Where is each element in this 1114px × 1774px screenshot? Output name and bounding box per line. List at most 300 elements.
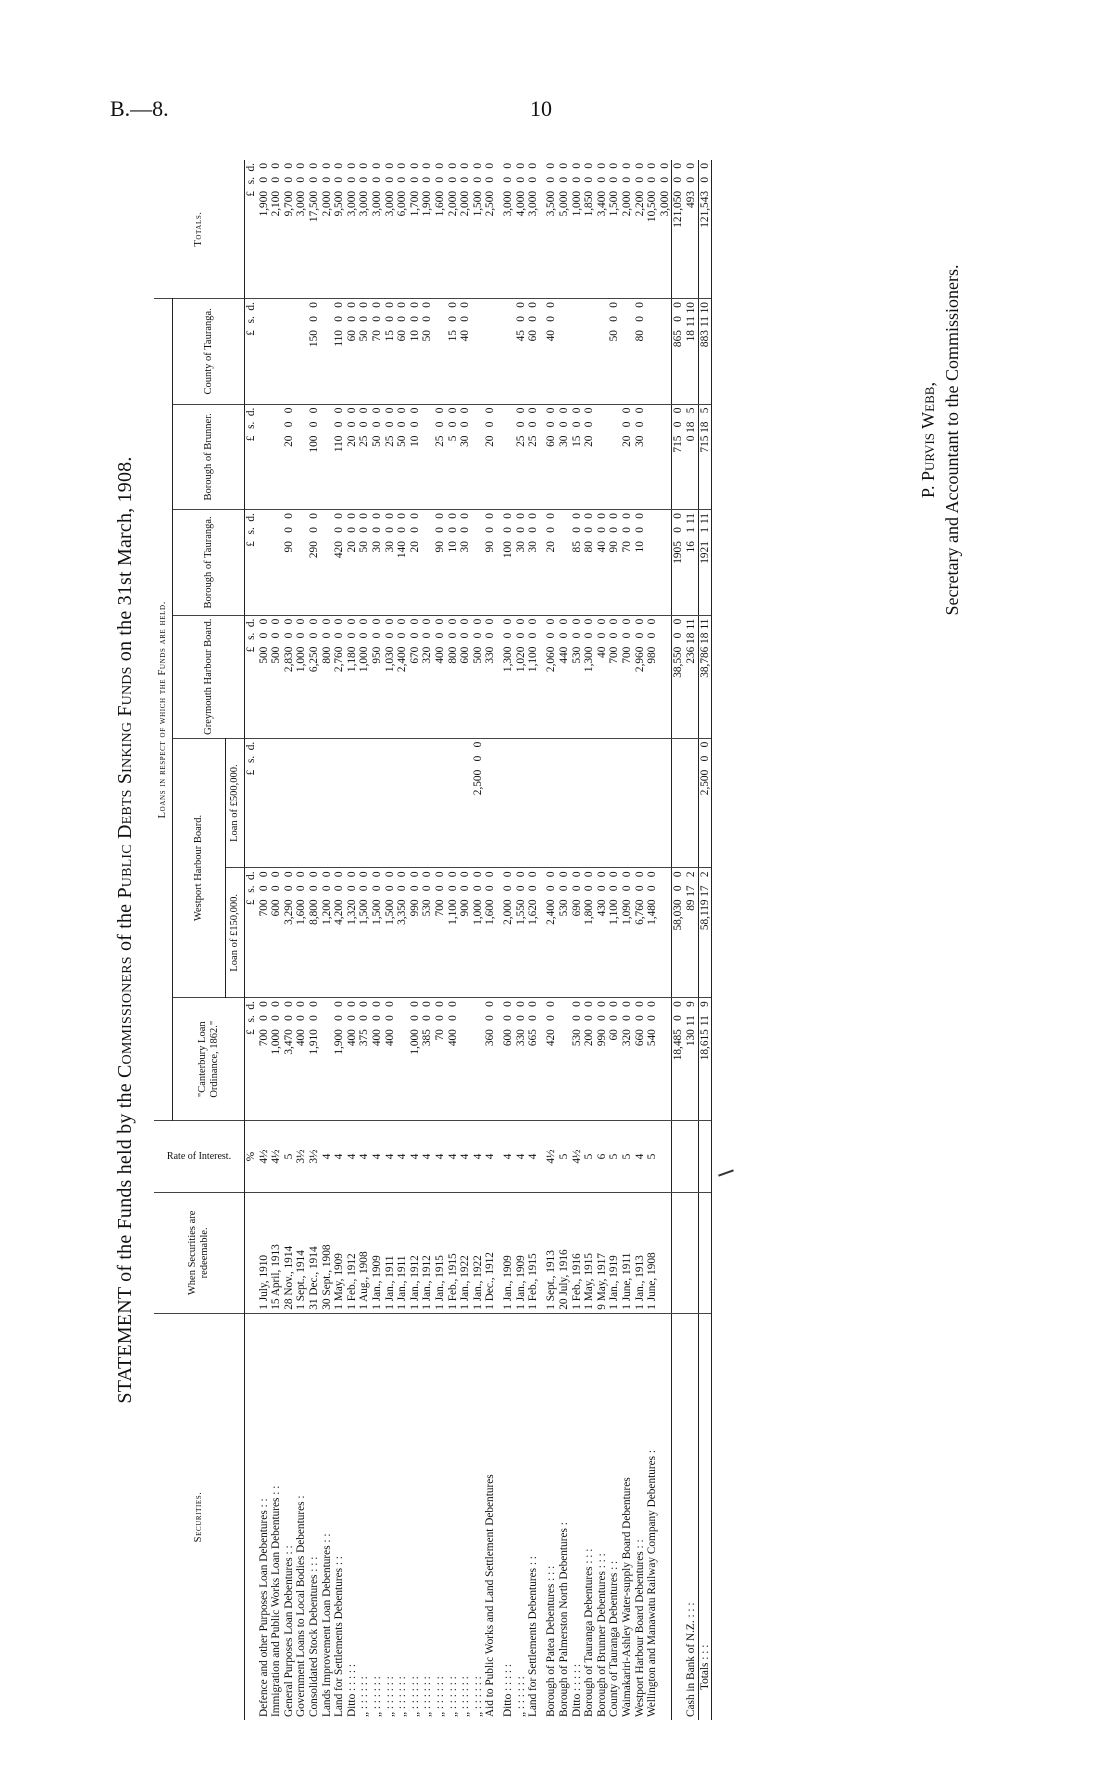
cell-tot: 2,10000 xyxy=(270,160,283,299)
cell-brun: 2500 xyxy=(358,404,371,510)
lsd-unit: £s.d. xyxy=(245,868,258,998)
cell-when-redeemable: 28 Nov., 1914 xyxy=(283,1192,296,1313)
cell-w150 xyxy=(659,868,672,998)
cell-tot: 2,00000 xyxy=(621,160,634,299)
cell-county xyxy=(270,299,283,405)
statement-title xyxy=(114,140,137,1720)
cell-county xyxy=(659,299,672,405)
cell-grey: 60000 xyxy=(459,615,472,738)
cell-w500: 2,50000 xyxy=(472,738,485,868)
cell-brun: 5000 xyxy=(396,404,409,510)
cell-grey: 4000 xyxy=(596,615,609,738)
cell-security: Aid to Public Works and Land Settlement Debentures xyxy=(484,1474,497,1717)
cell-cant: 1,00000 xyxy=(270,998,283,1121)
col-rate-label: Rate of Interest. xyxy=(166,1150,232,1162)
cell-grey: 95000 xyxy=(371,615,384,738)
cell-cant: 53000 xyxy=(571,998,584,1121)
cell-tot: 2,00000 xyxy=(459,160,472,299)
cell-cant xyxy=(558,998,571,1121)
table-row xyxy=(659,160,672,1720)
cell-rate: 4½ xyxy=(258,1121,271,1193)
cell-county: 8831110 xyxy=(698,299,712,405)
cell-rate: 5 xyxy=(621,1121,634,1193)
cell-brun: 2000 xyxy=(283,404,296,510)
table-row xyxy=(346,160,359,1720)
cell-w150: 43000 xyxy=(596,868,609,998)
cell-tot: 2,20000 xyxy=(634,160,647,299)
cell-brun: 715185 xyxy=(698,404,712,510)
cell-when-redeemable: 1 Jan., 1915 xyxy=(434,1192,447,1313)
col-westport-150: Loan of £150,000. xyxy=(226,868,245,998)
cell-county xyxy=(583,299,596,405)
col-westport-group: Westport Harbour Board. xyxy=(173,738,226,997)
cell-cant: 99000 xyxy=(596,998,609,1121)
cell-grey: 44000 xyxy=(558,615,571,738)
cell-rate: 4 xyxy=(346,1121,359,1193)
page-header xyxy=(110,96,1010,126)
cell-when-redeemable: 1 July, 1910 xyxy=(258,1192,271,1313)
cell-grey: 2,06000 xyxy=(545,615,558,738)
cell-when-redeemable: 1 May, 1915 xyxy=(583,1192,596,1313)
cell-w500 xyxy=(409,738,422,868)
col-canterbury: "Canterbury Loan Ordinance, 1862." xyxy=(173,998,245,1121)
cell-security: Borough of Patea Debentures : : : xyxy=(545,1565,558,1717)
cell-brun: 2000 xyxy=(484,404,502,510)
cell-grey: 50000 xyxy=(258,615,271,738)
cell-grey: 67000 xyxy=(409,615,422,738)
cell-w150: 1,09000 xyxy=(621,868,634,998)
totals-row xyxy=(698,160,712,1720)
cell-tot: 1,60000 xyxy=(434,160,447,299)
table-row xyxy=(527,160,545,1720)
cell-taur: 14000 xyxy=(396,510,409,616)
cell-security: Government Loans to Local Bodies Debentures : xyxy=(295,1495,308,1717)
cell-rate: 4 xyxy=(502,1121,515,1193)
cell-brun: 11000 xyxy=(333,404,346,510)
cell-w500 xyxy=(621,738,634,868)
cell-when-redeemable: 1 Feb., 1916 xyxy=(571,1192,584,1313)
cell-when-redeemable: 1 Jan., 1911 xyxy=(396,1192,409,1313)
cell-security: Ditto : : : : : xyxy=(502,1663,515,1717)
cell-grey: 40000 xyxy=(434,615,447,738)
cell-brun: 0185 xyxy=(685,404,698,510)
cell-w500 xyxy=(270,738,283,868)
cell-security: Borough of Brunner Debentures : : : xyxy=(595,1553,608,1717)
cell-w500 xyxy=(596,738,609,868)
table-row xyxy=(484,160,502,1720)
cell-tot: 3,00000 xyxy=(346,160,359,299)
table-row xyxy=(270,160,283,1720)
cell-taur: 4000 xyxy=(596,510,609,616)
cell-tot: 3,00000 xyxy=(659,160,672,299)
cell-w150: 1,50000 xyxy=(384,868,397,998)
cell-security xyxy=(659,1313,672,1720)
cell-county: 4000 xyxy=(545,299,558,405)
cell-rate: 4 xyxy=(333,1121,346,1193)
cell-brun: 3000 xyxy=(634,404,647,510)
cell-rate: 4 xyxy=(527,1121,545,1193)
cell-taur: 8500 xyxy=(571,510,584,616)
table-row xyxy=(558,160,571,1720)
totals-label: Totals : : : xyxy=(698,1313,712,1720)
cell-taur: 2000 xyxy=(545,510,558,616)
table-row xyxy=(358,160,371,1720)
cell-w150: 8,80000 xyxy=(308,868,321,998)
cell-taur: 2000 xyxy=(409,510,422,616)
cell-brun: 71500 xyxy=(672,404,685,510)
col-borough-tauranga: Borough of Tauranga. xyxy=(173,510,245,616)
cell-taur: 1921111 xyxy=(698,510,712,616)
sinking-funds-table xyxy=(154,160,712,1720)
table-row xyxy=(472,160,485,1720)
cell-grey: 38,7861811 xyxy=(698,615,712,738)
cell-cant xyxy=(659,998,672,1121)
cell-taur xyxy=(321,510,334,616)
cell-grey: 1,18000 xyxy=(346,615,359,738)
cell-security: General Purposes Loan Debentures : : xyxy=(282,1545,295,1717)
cell-cant: 1,90000 xyxy=(333,998,346,1121)
cell-rate: 6 xyxy=(596,1121,609,1193)
cell-when-redeemable: 1 Jan., 1912 xyxy=(409,1192,422,1313)
cell-w150: 3,35000 xyxy=(396,868,409,998)
cell-tot: 2,50000 xyxy=(484,160,502,299)
cell-cant: 3,47000 xyxy=(283,998,296,1121)
cell-security: Land for Settlements Debentures : : xyxy=(527,1556,540,1717)
cell-w500 xyxy=(371,738,384,868)
cell-security: „ : : : : : : xyxy=(370,1676,383,1717)
cell-when-redeemable: 1 Feb., 1915 xyxy=(447,1192,460,1313)
cell-w150: 1,55000 xyxy=(515,868,528,998)
cell-security: Defence and other Purposes Loan Debentures : : xyxy=(257,1498,270,1717)
cell-taur xyxy=(472,510,485,616)
cell-rate: 4 xyxy=(421,1121,434,1193)
table-row xyxy=(396,160,409,1720)
cell-tot: 1,70000 xyxy=(409,160,422,299)
lsd-unit: £s.d. xyxy=(245,738,258,868)
cell-when-redeemable xyxy=(659,1192,672,1313)
cell-grey: 2,40000 xyxy=(396,615,409,738)
cell-when-redeemable: 1 Jan., 1909 xyxy=(371,1192,384,1313)
cell-security: Westport Harbour Board Debentures : : xyxy=(633,1539,646,1717)
cell-county: 5000 xyxy=(421,299,434,405)
cell-w500 xyxy=(571,738,584,868)
lsd-unit: £s.d. xyxy=(245,615,258,738)
cell-w500 xyxy=(308,738,321,868)
cell-brun xyxy=(258,404,271,510)
cell-county: 1500 xyxy=(384,299,397,405)
cell-w500 xyxy=(333,738,346,868)
table-row xyxy=(502,160,515,1720)
cell-grey: 98000 xyxy=(646,615,659,738)
cell-w150: 1,62000 xyxy=(527,868,545,998)
cell-w150: 1,50000 xyxy=(371,868,384,998)
cell-brun xyxy=(421,404,434,510)
cell-when-redeemable: 1 Jan., 1909 xyxy=(515,1192,528,1313)
cell-when-redeemable: 1 Jan., 1922 xyxy=(459,1192,472,1313)
cell-county: 1500 xyxy=(447,299,460,405)
cell-w500 xyxy=(421,738,434,868)
cash-label: Cash in Bank of N.Z. : : : xyxy=(685,1602,697,1717)
cell-w500 xyxy=(258,738,271,868)
cell-w150: 1,10000 xyxy=(608,868,621,998)
cell-when-redeemable: 30 Sept., 1908 xyxy=(321,1192,334,1313)
cell-taur: 16111 xyxy=(685,510,698,616)
cell-w500 xyxy=(283,738,296,868)
cell-county: 1000 xyxy=(409,299,422,405)
cell-when-redeemable: 1 Feb., 1915 xyxy=(527,1192,545,1313)
cell-brun: 3000 xyxy=(558,404,571,510)
table-row xyxy=(634,160,647,1720)
cell-tot: 121,54300 xyxy=(698,160,712,299)
cell-cant: 1,00000 xyxy=(409,998,422,1121)
cell-w500 xyxy=(396,738,409,868)
cell-w500 xyxy=(346,738,359,868)
cell-when-redeemable: 1 Sept., 1914 xyxy=(295,1192,308,1313)
cell-tot: 6,00000 xyxy=(396,160,409,299)
cell-when-redeemable: 1 Jan., 1919 xyxy=(608,1192,621,1313)
cell-cant xyxy=(472,998,485,1121)
cell-when-redeemable: 1 Jan., 1922 xyxy=(472,1192,485,1313)
cell-tot: 4,00000 xyxy=(515,160,528,299)
cell-taur: 42000 xyxy=(333,510,346,616)
cell-w150: 2,00000 xyxy=(502,868,515,998)
cell-tot: 3,00000 xyxy=(527,160,545,299)
cell-grey: 6,25000 xyxy=(308,615,321,738)
cell-w500 xyxy=(545,738,558,868)
cell-brun: 500 xyxy=(447,404,460,510)
cell-cant: 1,91000 xyxy=(308,998,321,1121)
cell-county xyxy=(283,299,296,405)
cell-tot: 1,90000 xyxy=(258,160,271,299)
cell-w500 xyxy=(295,738,308,868)
cell-tot: 9,50000 xyxy=(333,160,346,299)
cell-rate: 5 xyxy=(583,1121,596,1193)
cell-security: Borough of Palmerston North Debentures : xyxy=(558,1522,571,1717)
cell-brun xyxy=(502,404,515,510)
cell-cant: 20000 xyxy=(583,998,596,1121)
cell-rate: 5 xyxy=(558,1121,571,1193)
cell-grey: 2361811 xyxy=(685,615,698,738)
cell-cant: 40000 xyxy=(295,998,308,1121)
cell-brun xyxy=(596,404,609,510)
cell-tot: 3,00000 xyxy=(371,160,384,299)
cell-brun: 3000 xyxy=(459,404,472,510)
cell-tot: 3,00000 xyxy=(502,160,515,299)
cell-taur: 1000 xyxy=(447,510,460,616)
table-row xyxy=(321,160,334,1720)
cell-security: Borough of Tauranga Debentures : : : xyxy=(583,1548,596,1717)
cell-rate: 5 xyxy=(608,1121,621,1193)
cell-county xyxy=(472,299,485,405)
cell-w500 xyxy=(608,738,621,868)
cell-brun: 2500 xyxy=(384,404,397,510)
cell-taur: 8000 xyxy=(583,510,596,616)
cell-cant: 6000 xyxy=(608,998,621,1121)
cell-taur: 3000 xyxy=(527,510,545,616)
col-westport-500: Loan of £500,000. xyxy=(226,738,245,868)
table-row xyxy=(409,160,422,1720)
cell-w500 xyxy=(447,738,460,868)
cell-w150: 1,80000 xyxy=(583,868,596,998)
cell-w150: 1,50000 xyxy=(358,868,371,998)
cell-w150: 1,00000 xyxy=(472,868,485,998)
cell-cant: 42000 xyxy=(545,998,558,1121)
cell-w500 xyxy=(659,738,672,868)
cell-grey: 2,76000 xyxy=(333,615,346,738)
table-row xyxy=(295,160,308,1720)
cell-tot: 1,50000 xyxy=(472,160,485,299)
cell-grey: 1,30000 xyxy=(583,615,596,738)
cell-w150: 1,20000 xyxy=(321,868,334,998)
cell-cant xyxy=(459,998,472,1121)
cell-county: 4000 xyxy=(459,299,472,405)
cell-grey: 1,02000 xyxy=(515,615,528,738)
cell-taur: 3000 xyxy=(459,510,472,616)
cell-cant: 37500 xyxy=(358,998,371,1121)
units-row xyxy=(245,160,258,1720)
cell-grey: 50000 xyxy=(270,615,283,738)
cell-grey: 1,30000 xyxy=(502,615,515,738)
cell-grey: 2,83000 xyxy=(283,615,296,738)
cell-w150: 1,10000 xyxy=(447,868,460,998)
cell-taur: 3000 xyxy=(371,510,384,616)
cell-taur xyxy=(270,510,283,616)
rotated-sheet xyxy=(110,140,1010,1720)
cell-when-redeemable: 1 June, 1911 xyxy=(621,1192,634,1313)
col-totals: Totals. xyxy=(154,160,245,299)
table-row xyxy=(384,160,397,1720)
cell-rate: 4 xyxy=(434,1121,447,1193)
cell-taur xyxy=(258,510,271,616)
cell-taur xyxy=(659,510,672,616)
lsd-unit: £s.d. xyxy=(245,404,258,510)
cell-taur: 9000 xyxy=(283,510,296,616)
table-row xyxy=(646,160,659,1720)
cell-taur xyxy=(421,510,434,616)
cell-cant: 40000 xyxy=(384,998,397,1121)
cell-taur: 2000 xyxy=(346,510,359,616)
cell-rate: 4 xyxy=(321,1121,334,1193)
cell-security: „ : : : : : : xyxy=(433,1676,446,1717)
cell-security: Waimakariri-Ashley Water-supply Board Debentures xyxy=(621,1477,634,1717)
cell-grey: 50000 xyxy=(472,615,485,738)
cell-w150: 99000 xyxy=(409,868,422,998)
cell-grey: 80000 xyxy=(321,615,334,738)
signatory-title: Secretary and Accountant to the Commissioners. xyxy=(942,264,962,616)
cell-taur xyxy=(646,510,659,616)
cell-taur: 1000 xyxy=(634,510,647,616)
table-row xyxy=(308,160,321,1720)
cell-cant: 60000 xyxy=(502,998,515,1121)
cell-w150: 1,48000 xyxy=(646,868,659,998)
cell-w150: 6,76000 xyxy=(634,868,647,998)
cell-w500 xyxy=(672,738,685,868)
cell-security: Lands Improvement Loan Debentures : : xyxy=(320,1533,333,1717)
cell-county: 86500 xyxy=(672,299,685,405)
cell-w150: 70000 xyxy=(258,868,271,998)
cell-rate: 4½ xyxy=(571,1121,584,1193)
cell-w150: 53000 xyxy=(421,868,434,998)
cell-w150: 3,29000 xyxy=(283,868,296,998)
cell-tot: 3,00000 xyxy=(384,160,397,299)
cell-security: „ : : : : : : xyxy=(446,1676,459,1717)
cell-county xyxy=(646,299,659,405)
cell-county xyxy=(621,299,634,405)
cell-security: Land for Settlements Debentures : : xyxy=(333,1556,346,1717)
lsd-unit: £s.d. xyxy=(245,510,258,616)
cell-cant: 7000 xyxy=(434,998,447,1121)
cell-tot: 2,00000 xyxy=(321,160,334,299)
cell-county: 4500 xyxy=(515,299,528,405)
cell-county xyxy=(258,299,271,405)
cell-brun: 2000 xyxy=(583,404,596,510)
cell-w500 xyxy=(459,738,472,868)
cell-tot: 5,00000 xyxy=(558,160,571,299)
cell-w500 xyxy=(384,738,397,868)
cell-when-redeemable: 1 Jan., 1909 xyxy=(502,1192,515,1313)
cell-county xyxy=(571,299,584,405)
col-borough-brunner: Borough of Brunner. xyxy=(173,404,245,510)
cell-brun xyxy=(295,404,308,510)
cell-brun: 6000 xyxy=(545,404,558,510)
cell-county xyxy=(596,299,609,405)
cell-taur xyxy=(558,510,571,616)
cell-rate: 4 xyxy=(459,1121,472,1193)
signature-block xyxy=(916,180,964,700)
cell-cant: 38500 xyxy=(421,998,434,1121)
cell-county: 7000 xyxy=(371,299,384,405)
cell-w500 xyxy=(646,738,659,868)
cell-tot: 1,50000 xyxy=(608,160,621,299)
cell-when-redeemable: 31 Dec., 1914 xyxy=(308,1192,321,1313)
cell-cant: 66500 xyxy=(527,998,545,1121)
table-row xyxy=(333,160,346,1720)
cell-when-redeemable: 1 Sept., 1913 xyxy=(545,1192,558,1313)
cell-w500 xyxy=(527,738,545,868)
cell-cant: 40000 xyxy=(346,998,359,1121)
title-middle: of the xyxy=(114,903,136,952)
table-row xyxy=(583,160,596,1720)
cell-tot: 3,00000 xyxy=(295,160,308,299)
cell-brun xyxy=(270,404,283,510)
cell-rate: 4 xyxy=(634,1121,647,1193)
cell-brun xyxy=(646,404,659,510)
cell-security: „ : : : : : : xyxy=(459,1676,472,1717)
cell-w500 xyxy=(502,738,515,868)
cell-county xyxy=(484,299,502,405)
cell-w150: 58,119172 xyxy=(698,868,712,998)
cell-grey: 53000 xyxy=(571,615,584,738)
document-reference: B.—8. xyxy=(110,96,169,121)
table-row xyxy=(371,160,384,1720)
cell-when-redeemable: 1 Jan., 1911 xyxy=(384,1192,397,1313)
cell-county xyxy=(321,299,334,405)
cell-security: „ : : : : : : xyxy=(408,1676,421,1717)
cell-county: 6000 xyxy=(346,299,359,405)
cell-county: 6000 xyxy=(527,299,545,405)
cell-county: 5000 xyxy=(358,299,371,405)
cell-cant: 54000 xyxy=(646,998,659,1121)
cell-brun: 2500 xyxy=(515,404,528,510)
cell-taur: 29000 xyxy=(308,510,321,616)
cell-tot: 17,50000 xyxy=(308,160,321,299)
cell-brun: 2500 xyxy=(527,404,545,510)
col-securities: Securities. xyxy=(154,1313,245,1720)
cell-cant: 33000 xyxy=(515,998,528,1121)
cell-grey: 2,96000 xyxy=(634,615,647,738)
cell-grey: 1,00000 xyxy=(358,615,371,738)
cell-rate: 3½ xyxy=(295,1121,308,1193)
